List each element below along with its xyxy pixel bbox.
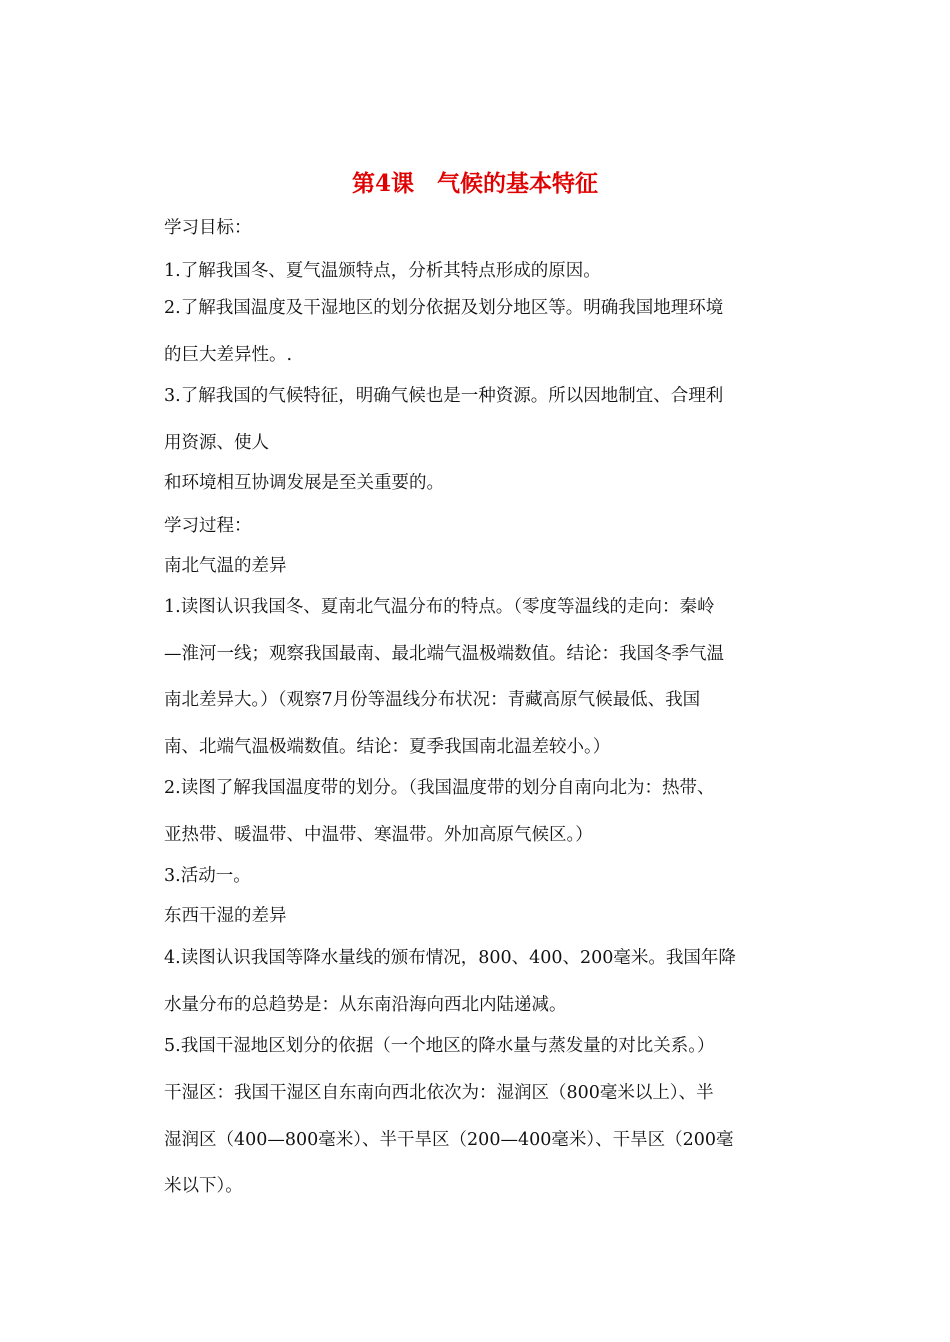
paragraph-line: 2.了解我国温度及干湿地区的划分依据及划分地区等。明确我国地理环境 [164,298,724,318]
paragraph-line: 1.读图认识我国冬、夏南北气温分布的特点。（零度等温线的走向：秦岭 [164,597,715,617]
paragraph-line: 亚热带、暖温带、中温带、寒温带。外加高原气候区。） [164,825,593,845]
paragraph-line: 水量分布的总趋势是：从东南沿海向西北内陆递减。 [164,995,567,1015]
paragraph-line: 湿润区（400—800毫米）、半干旱区（200—400毫米）、干旱区（200毫 [164,1130,734,1150]
subheading-humidity: 东西干湿的差异 [164,906,287,926]
section-heading-objectives: 学习目标： [164,218,252,238]
paragraph-line: 和环境相互协调发展是至关重要的。 [164,473,444,493]
paragraph-line: 南、北端气温极端数值。结论：夏季我国南北温差较小。） [164,737,611,757]
paragraph-line: 4.读图认识我国等降水量线的颁布情况，800、400、200毫米。我国年降 [164,948,736,968]
paragraph-line: 1.了解我国冬、夏气温颁特点，分析其特点形成的原因。 [164,261,601,281]
paragraph-line: 2.读图了解我国温度带的划分。（我国温度带的划分自南向北为：热带、 [164,778,715,798]
subheading-temperature: 南北气温的差异 [164,556,287,576]
paragraph-line: 3.活动一。 [164,866,251,886]
section-heading-process: 学习过程： [164,516,252,536]
paragraph-line: 米以下）。 [164,1176,243,1196]
paragraph-line: —淮河一线；观察我国最南、最北端气温极端数值。结论：我国冬季气温 [164,644,724,664]
paragraph-line: 5.我国干湿地区划分的依据（一个地区的降水量与蒸发量的对比关系。） [164,1036,715,1056]
paragraph-line: 干湿区：我国干湿区自东南向西北依次为：湿润区（800毫米以上）、半 [164,1083,714,1103]
page-title: 第4课 气候的基本特征 [351,170,598,197]
paragraph-line: 南北差异大。）（观察7月份等温线分布状况：青藏高原气候最低、我国 [164,690,701,710]
paragraph-line: 用资源、使人 [164,433,269,453]
paragraph-line: 3.了解我国的气候特征，明确气候也是一种资源。所以因地制宜、合理利 [164,386,724,406]
paragraph-line: 的巨大差异性。. [164,345,293,365]
